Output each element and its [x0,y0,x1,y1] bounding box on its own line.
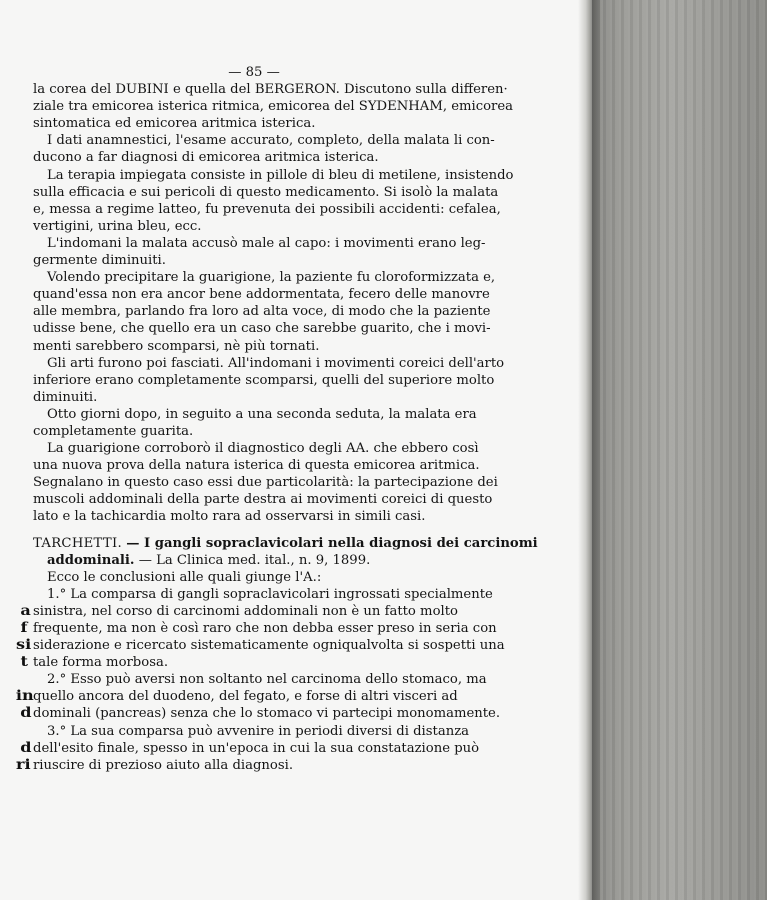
text-line-wrap [15,688,475,705]
article-author: TARCHETTI. [33,535,122,551]
text-line-wrap [16,637,505,654]
text-line-wrap [20,654,475,671]
text-line: e, messa a regime latteo, fu prevenuta dei possibili accidenti: cefalea, [33,201,501,217]
text-line: siderazione e ricercato sistematicamente ogniqualvolta si sospetti una [33,638,505,654]
text-line: Otto giorni dopo, in seguito a una seconda seduta, la malata era [47,406,477,422]
text-line: Gli arti furono poi fasciati. All'indomani i movimenti coreici dell'arto [47,355,505,371]
text-line-wrap [20,739,480,757]
text-line: muscoli addominali della parte destra ai movimenti coreici di questo [33,492,493,508]
article-title-cont: addominali. [47,552,135,568]
article-citation: — La Clinica med. ital., n. 9, 1899. [138,552,371,568]
intro-line: Ecco le conclusioni alle quali giunge l'A.: [47,569,322,585]
text-line: La guarigione corroborò il diagnostico degli AA. che ebbero così [47,441,479,457]
text-line: vertigini, urina bleu, ecc. [33,218,202,234]
text-line: Volendo precipitare la guarigione, la paziente fu cloroformizzata e, [47,270,496,286]
book-cover [592,0,767,900]
text-line: sintomatica ed emicorea aritmica isterica. [33,116,316,132]
text-line-wrap [20,705,501,722]
text-line: 1.° La comparsa di gangli sopraclavicolari ingrossati specialmente [47,586,493,602]
article-title: — I gangli sopraclavicolari nella diagnosi dei carcinomi [126,535,538,551]
text-line: quand'essa non era ancor bene addormentata, fecero delle manovre [33,287,490,303]
text-line: 3.° La sua comparsa può avvenire in periodi diversi di distanza [47,723,469,739]
text-line: una nuova prova della natura isterica di questa emicorea aritmica. [33,458,480,474]
text-line: dominali (pancreas) senza che lo stomaco vi partecipi monomamente. [33,706,501,722]
text-line: ducono a far diagnosi di emicorea aritmica isterica. [33,150,379,166]
cover-edge [592,0,600,900]
text-line: sinistra, nel corso di carcinomi addominali non è un fatto molto [33,603,458,619]
page-number: — 85 — [228,65,280,80]
text-line: germente diminuiti. [33,253,166,269]
text-line: L'indomani la malata accusò male al capo: i movimenti erano leg- [47,235,486,251]
text-line: menti sarebbero scomparsi, nè più tornati. [33,338,320,354]
text-line: ziale tra emicorea isterica ritmica, emicorea del SYDENHAM, emicorea [33,99,514,115]
text-line: completamente guarita. [33,423,194,439]
text-line: dell'esito finale, spesso in un'epoca in cui la sua constatazione può [33,740,480,756]
scan-fragment: in [15,688,34,705]
text-line: quello ancora del duodeno, del fegato, e forse di altri visceri ad [33,689,458,705]
text-line: Segnalano in questo caso essi due particolarità: la partecipazione dei [33,475,498,491]
scan-fragment: f [20,620,28,636]
text-line: I dati anamnestici, l'esame accurato, completo, della malata li con- [47,133,495,149]
scan-fragment: d [20,739,32,756]
text-line: riuscire di prezioso aiuto alla diagnosi. [33,757,294,773]
text-line-wrap [20,602,475,620]
text-line: tale forma morbosa. [33,655,169,671]
text-line-wrap [16,756,475,774]
text-line: lato e la tachicardia molto rara ad osservarsi in simili casi. [33,509,426,525]
scan-fragment: si [16,637,32,654]
text-line: La terapia impiegata consiste in pillole di bleu di metilene, insistendo [47,167,514,183]
text-line: frequente, ma non è così raro che non debba esser preso in seria con [33,621,497,636]
article-heading-cont [33,552,475,569]
scan-fragment: a [20,602,31,619]
scan-fragment: t [20,654,28,671]
text-line-wrap [20,620,497,637]
text-line: sulla efficacia e sui pericoli di questo medicamento. Si isolò la malata [33,184,499,200]
text-line: alle membra, parlando fra loro ad alta voce, di modo che la paziente [33,304,491,320]
text-line: 2.° Esso può aversi non soltanto nel carcinoma dello stomaco, ma [47,672,487,688]
scan-fragment: ri [16,756,31,773]
page-text [15,64,538,774]
scan-fragment: d [20,705,32,722]
book-gutter [578,0,592,900]
article-heading [33,535,538,552]
text-line: diminuiti. [33,389,98,405]
text-line: inferiore erano completamente scomparsi, quelli del superiore molto [33,372,495,388]
text-line: la corea del DUBINI e quella del BERGERON. Discutono sulla differen· [33,82,508,98]
text-line: udisse bene, che quello era un caso che sarebbe guarito, che i movi- [33,321,491,337]
